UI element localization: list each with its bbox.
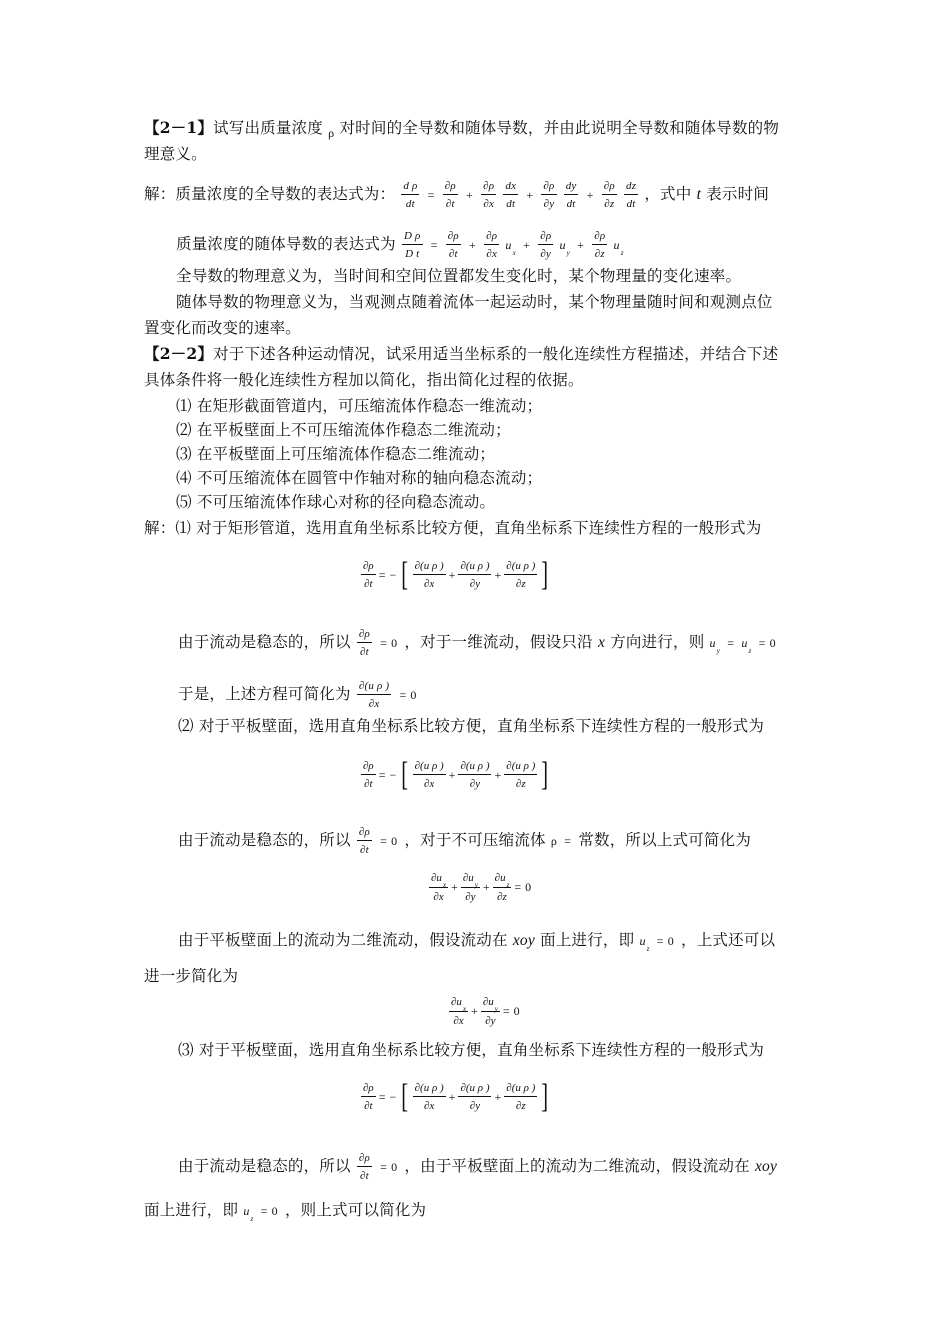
incompressible-3d-equation: $\partial u_x$ ∂x + $\frac{\partial u_y}{\partial y}$ + $\frac{\partial u_z}{\partial z}$ = 0 xyxy=(431,872,532,903)
solution-2-further: 进一步简化为 xyxy=(144,967,239,985)
case-item-1: ⑴ 在矩形截面管道内，可压缩流体作稳态一维流动； xyxy=(176,397,543,415)
case-item-5: ⑸ 不可压缩流体作球心对称的径向稳态流动。 xyxy=(176,493,496,511)
problem-2-1-tag: 【2－1】 xyxy=(144,118,214,137)
solution-3-plane: 面上进行，即 $u_z = 0$ ，则上式可以简化为 xyxy=(144,1201,427,1223)
continuity-equation-3: $\frac{\partial\rho}{\partial t}$ = − [ ∂(u ρ ) ∂x + $\frac{\text{∂(u ρ )}}{\partial y}$ + $\frac{\text{∂(u ρ )}}{\partial z}$ ] xyxy=(363,1078,549,1115)
problem-2-1-line2: 理意义。 xyxy=(144,145,207,163)
solution-3-intro: ⑶ 对于平板壁面，选用直角坐标系比较方便，直角坐标系下连续性方程的一般形式为 xyxy=(178,1041,765,1059)
continuity-equation-2: $\frac{\partial\rho}{\partial t}$ = − [ ∂(u ρ ) ∂x + $\frac{\text{∂(u ρ )}}{\partial y}$ + $\frac{\text{∂(u ρ )}}{\partial z}$ ] xyxy=(363,756,549,793)
solution-1-steady: 由于流动是稳态的，所以 $\frac{\partial\rho}{\partial t}$ = 0 ，对于一维流动，假设只沿 x 方向进行，则 $u_y = u_z = 0$ xyxy=(178,628,776,658)
solution-2-two-dim: 由于平板壁面上的流动为二维流动，假设流动在 xoy 面上进行，即 $u_z = 0$ ，上式还可以 xyxy=(178,931,776,953)
physical-meaning-substantial-1: 随体导数的物理意义为，当观测点随着流体一起运动时，某个物理量随时间和观测点位 xyxy=(176,293,773,311)
frac-drho-dt: $\frac{\text{d ρ}}{dt}$ xyxy=(403,180,418,210)
case-item-4: ⑷ 不可压缩流体在圆管中作轴对称的轴向稳态流动； xyxy=(176,469,543,487)
total-derivative-line: 解：质量浓度的全导数的表达式为： $\frac{\text{d ρ}}{dt}$ = $\frac{\partial\rho}{\partial t}$ + $\frac{\partial\rho}{\partial x}$ $\frac{dx}{dt}$ + $\frac{\partial\rho}{\partial y}$ $\frac{dy}{dt}$ + $\frac{\partial\rho}{\partial z}$ $\frac{dz}{dt}$ ，式中 t 表示时间 xyxy=(144,180,770,210)
physical-meaning-substantial-2: 置变化而改变的速率。 xyxy=(144,319,302,337)
solution-2-steady: 由于流动是稳态的，所以 $\frac{\partial\rho}{\partial t}$ = 0 ，对于不可压缩流体 ρ = 常数，所以上式可简化为 xyxy=(178,826,752,856)
problem-2-1-line1: 【2－1】试写出质量浓度 $_\rho$ 对时间的全导数和随体导数，并由此说明全导数和随体导数的物 xyxy=(144,118,780,140)
solution-3-steady: 由于流动是稳态的，所以 $\frac{\partial\rho}{\partial t}$ = 0 ，由于平板壁面上的流动为二维流动，假设流动在 xoy xyxy=(178,1152,778,1182)
solution-1-intro: 解：⑴ 对于矩形管道，选用直角坐标系比较方便，直角坐标系下连续性方程的一般形式为 xyxy=(144,519,762,537)
incompressible-2d-equation: $\partial u_x$ ∂x + $\frac{\partial u_y}{\partial y}$ = 0 xyxy=(451,996,520,1027)
continuity-equation-1: $\frac{\partial\rho}{\partial t}$ = − [ ∂(u ρ ) ∂x + $\frac{\text{∂(u ρ )}}{\partial y}$ + $\frac{\text{∂(u ρ )}}{\partial z}$ ] xyxy=(363,556,549,593)
substantial-derivative-line: 质量浓度的随体导数的表达式为 $\frac{\text{D ρ}}{\text{D t}}$ = $\frac{\partial\rho}{\partial t}$ + $\frac{\partial\rho}{\partial x}$ $u_x$ + $\frac{\partial\rho}{\partial y}$ $u_y$ + $\frac{\partial\rho}{\partial z}$ $u_z$ xyxy=(176,230,624,260)
rho-symbol: ρ xyxy=(328,126,335,140)
solution-2-intro: ⑵ 对于平板壁面，选用直角坐标系比较方便，直角坐标系下连续性方程的一般形式为 xyxy=(178,717,765,735)
physical-meaning-total: 全导数的物理意义为，当时间和空间位置都发生变化时，某个物理量的变化速率。 xyxy=(176,267,742,285)
problem-2-2-line2: 具体条件将一般化连续性方程加以简化，指出简化过程的依据。 xyxy=(144,371,584,389)
problem-2-2-line1: 【2－2】对于下述各种运动情况，试采用适当坐标系的一般化连续性方程描述，并结合下述 xyxy=(144,344,779,363)
case-item-3: ⑶ 在平板壁面上可压缩流体作稳态二维流动； xyxy=(176,445,496,463)
solution-1-result: 于是，上述方程可简化为 $\frac{\text{∂(u ρ )}}{\partial x}$ = 0 xyxy=(178,680,417,710)
case-item-2: ⑵ 在平板壁面上不可压缩流体作稳态二维流动； xyxy=(176,421,511,439)
problem-2-2-tag: 【2－2】 xyxy=(144,344,214,363)
